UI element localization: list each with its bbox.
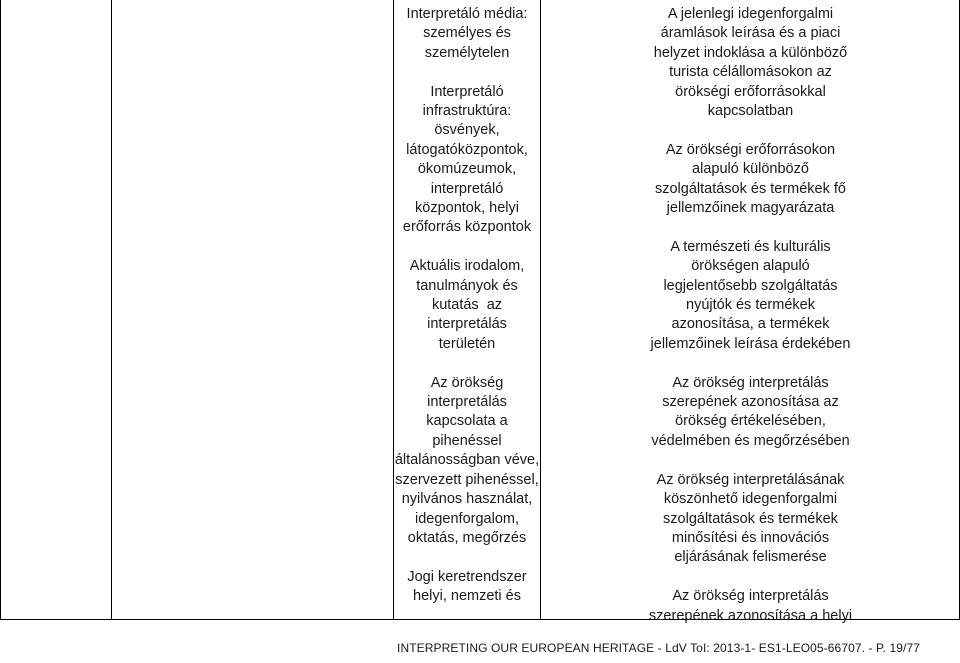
text-line: szerepének azonosítása az bbox=[662, 394, 839, 411]
text-line: nyilvános használat, bbox=[401, 491, 533, 508]
text-line: Interpretáló bbox=[430, 83, 504, 100]
text-line: jellemzőinek leírása érdekében bbox=[650, 335, 851, 352]
text-line: Aktuális irodalom, bbox=[409, 258, 525, 275]
text-line: központok, helyi bbox=[415, 200, 519, 217]
right-paragraph bbox=[657, 471, 845, 568]
right-column bbox=[541, 0, 960, 623]
text-line: Az örökségi erőforrásokon bbox=[665, 141, 836, 158]
text-line: legjelentősebb szolgáltatás bbox=[663, 277, 838, 294]
text-line: helyi, nemzeti és bbox=[413, 588, 521, 605]
text-line: eljárásának felismerése bbox=[674, 549, 827, 566]
text-line: Az örökség interpretálás bbox=[672, 374, 829, 391]
text-line: azonosítása, a termékek bbox=[671, 316, 830, 333]
text-line: oktatás, megőrzés bbox=[407, 529, 527, 546]
text-line: idegenforgalom, bbox=[415, 510, 519, 527]
text-line: nyújtók és termékek bbox=[686, 297, 815, 314]
text-line: területén bbox=[438, 335, 496, 352]
middle-paragraph bbox=[395, 374, 539, 549]
text-line: tanulmányok és bbox=[416, 277, 518, 294]
middle-paragraph bbox=[403, 83, 531, 238]
text-line: pihenéssel bbox=[432, 432, 502, 449]
table-border-left bbox=[0, 0, 1, 620]
page-footer: INTERPRETING OUR EUROPEAN HERITAGE - LdV ToI: 2013-1- ES1-LEO05-66707. - P. 19/77 bbox=[397, 641, 920, 655]
text-line: áramlások leírása és a piaci bbox=[660, 25, 841, 42]
text-line: általánosságban véve, bbox=[394, 452, 540, 469]
text-line: jellemzőinek magyarázata bbox=[666, 200, 835, 217]
middle-column bbox=[394, 0, 540, 623]
middle-paragraph bbox=[407, 568, 526, 607]
text-line: örökségi erőforrásokkal bbox=[675, 83, 826, 100]
text-line: örökség értékelésében, bbox=[675, 413, 826, 430]
text-line: Az örökség interpretálásának bbox=[656, 471, 845, 488]
text-line: szolgáltatások és termékek fő bbox=[654, 180, 846, 197]
right-paragraph bbox=[649, 587, 852, 623]
middle-paragraph bbox=[407, 5, 528, 63]
right-paragraph bbox=[655, 141, 846, 219]
text-line: látogatóközpontok, bbox=[406, 141, 528, 158]
text-line: A jelenlegi idegenforgalmi bbox=[667, 6, 834, 22]
text-line: ösvények, bbox=[434, 122, 500, 139]
text-line: kapcsolata a bbox=[426, 413, 508, 430]
text-line: interpretálás bbox=[427, 394, 507, 411]
text-line: turista célállomásokon az bbox=[669, 64, 832, 81]
text-line: személytelen bbox=[424, 44, 510, 61]
text-line: Az örökség bbox=[430, 374, 504, 391]
right-paragraph bbox=[651, 238, 851, 354]
column-divider-1 bbox=[111, 0, 112, 620]
text-line: alapuló különböző bbox=[692, 161, 809, 178]
right-paragraph bbox=[651, 374, 849, 452]
text-line: A természeti és kulturális bbox=[670, 238, 831, 255]
text-line: ökomúzeumok, bbox=[417, 161, 517, 178]
text-line: Jogi keretrendszer bbox=[407, 568, 527, 585]
text-line: interpretáló bbox=[430, 180, 504, 197]
text-line: személyes és bbox=[423, 25, 511, 42]
text-line: interpretálás bbox=[427, 316, 507, 333]
text-line: erőforrás központok bbox=[402, 219, 532, 236]
text-line: kapcsolatban bbox=[707, 103, 794, 120]
text-line: helyzet indoklása a különböző bbox=[653, 44, 848, 61]
middle-paragraph bbox=[410, 257, 524, 354]
text-line: szervezett pihenéssel, bbox=[395, 471, 539, 488]
text-line: Az örökség interpretálás bbox=[672, 588, 829, 605]
text-line: védelmében és megőrzésében bbox=[651, 432, 850, 449]
text-line: köszönhető idegenforgalmi bbox=[663, 491, 838, 508]
text-line: infrastruktúra: bbox=[422, 103, 512, 120]
text-line: szolgáltatások és termékek bbox=[663, 510, 838, 527]
right-paragraph bbox=[654, 5, 847, 121]
text-line: minősítési és innovációs bbox=[671, 529, 830, 546]
text-line: kutatás az bbox=[431, 297, 503, 314]
text-line: örökségen alapuló bbox=[691, 258, 810, 275]
text-line: Interpretáló média: bbox=[406, 6, 528, 22]
text-line: szerepének azonosítása a helyi bbox=[648, 607, 853, 623]
